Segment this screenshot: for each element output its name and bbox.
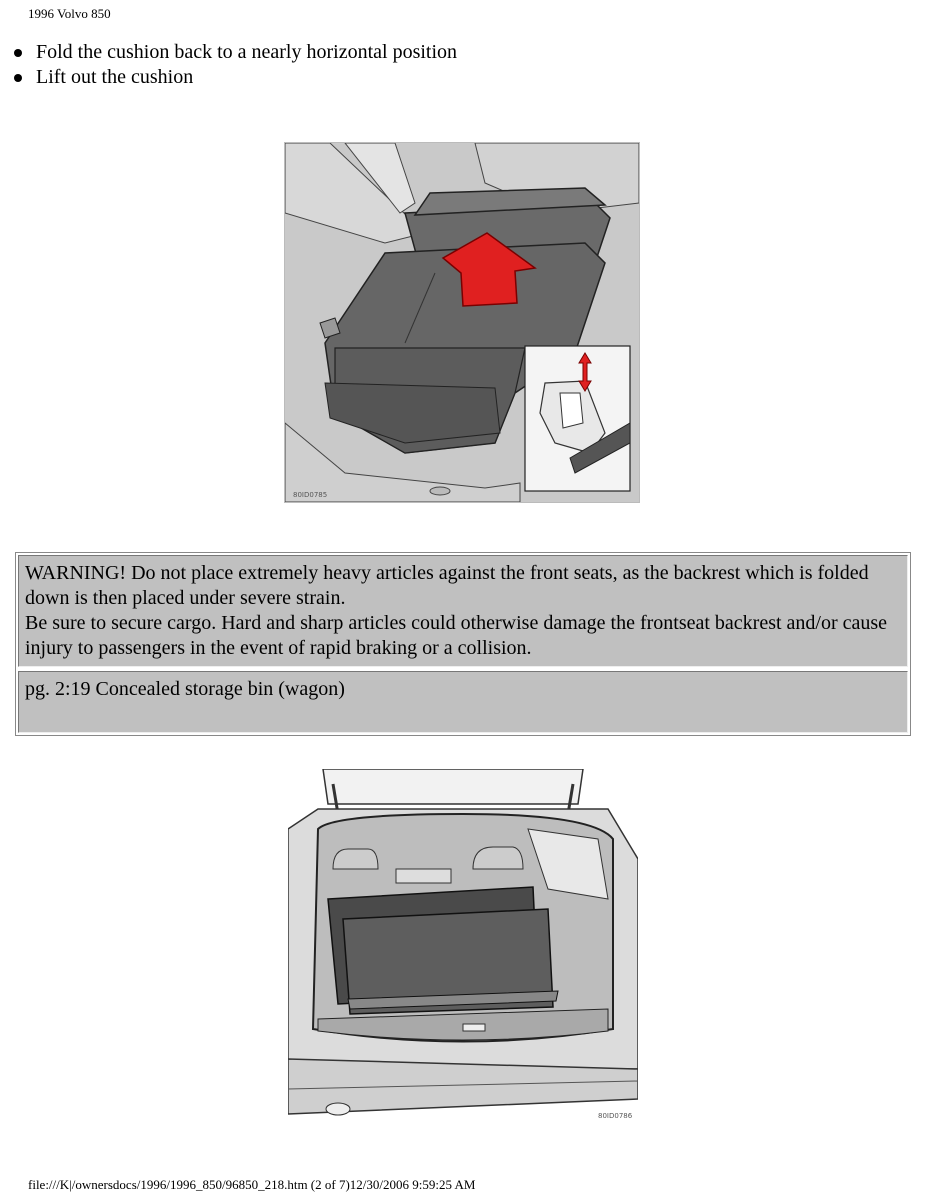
seat-cushion-illustration — [284, 142, 640, 503]
notice-panel — [15, 552, 911, 736]
list-item — [14, 40, 457, 65]
document-header-title: 1996 Volvo 850 — [28, 6, 111, 21]
bullet-icon — [14, 74, 22, 82]
seat-cushion-drawing — [285, 143, 639, 502]
figure-code-label: 80ID0785 — [293, 491, 328, 499]
instruction-text: Fold the cushion back to a nearly horizontal position — [36, 41, 458, 63]
footer-file-path: file:///K|/ownersdocs/1996/1996_850/96850_218.htm (2 of 7)12/30/2006 9:59:25 AM — [28, 1177, 476, 1192]
storage-bin-illustration — [287, 768, 639, 1125]
list-item — [14, 65, 457, 90]
warning-text: Be sure to secure cargo. Hard and sharp articles could otherwise damage the frontseat backrest and/or cause injury to passengers in the event of rapid braking or a collision. — [25, 612, 888, 659]
cargo-area-drawing — [288, 769, 638, 1124]
warning-text: WARNING! Do not place extremely heavy articles against the front seats, as the backrest which is folded down is then placed under severe strain. — [25, 562, 869, 609]
section-caption: pg. 2:19 Concealed storage bin (wagon) — [25, 678, 345, 700]
warning-box — [18, 555, 908, 667]
instruction-text: Lift out the cushion — [36, 66, 194, 88]
section-caption-box — [18, 671, 908, 733]
bullet-icon — [14, 49, 22, 57]
instruction-list — [14, 40, 457, 90]
figure-code-label: 80ID0786 — [598, 1112, 633, 1120]
